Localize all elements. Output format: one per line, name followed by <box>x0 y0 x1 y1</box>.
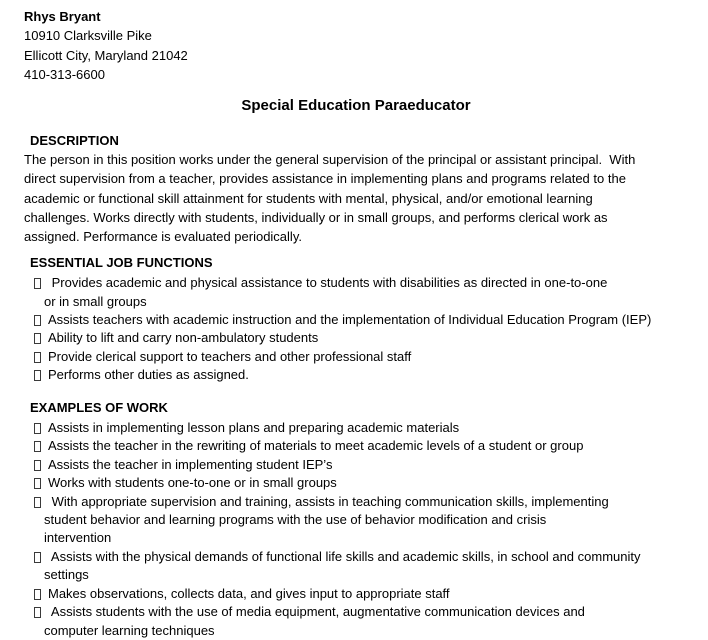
missing-glyph-bullet-icon <box>34 589 41 600</box>
paragraph-line: academic or functional skill attainment for students with mental, physical, and/or emotional learning <box>24 190 593 206</box>
section-heading-description: DESCRIPTION <box>30 132 119 148</box>
missing-glyph-bullet-icon <box>34 370 41 381</box>
list-item <box>24 348 688 366</box>
list-item <box>24 456 688 474</box>
contact-address-line2: Ellicott City, Maryland 21042 <box>24 47 188 63</box>
missing-glyph-bullet-icon <box>34 552 41 563</box>
list-item <box>24 493 688 511</box>
list-item <box>24 437 688 455</box>
examples-of-work-list <box>24 419 688 640</box>
missing-glyph-bullet-icon <box>34 315 41 326</box>
section-heading-examples-of-work: EXAMPLES OF WORK <box>30 399 168 415</box>
page-title: Special Education Paraeducator <box>241 96 471 114</box>
description-paragraph <box>24 150 688 246</box>
list-item <box>24 274 688 292</box>
list-item <box>24 419 688 437</box>
bullet-text: Provides academic and physical assistance to students with disabilities as directed in one-to-one <box>48 275 608 291</box>
bullet-text: Works with students one-to-one or in small groups <box>48 475 337 491</box>
missing-glyph-bullet-icon <box>34 497 41 508</box>
bullet-text-continuation: settings <box>44 567 89 583</box>
missing-glyph-bullet-icon <box>34 333 41 344</box>
bullet-text: Assists in implementing lesson plans and preparing academic materials <box>48 420 460 436</box>
contact-header <box>24 7 688 85</box>
bullet-text: Assists the teacher in the rewriting of materials to meet academic levels of a student or group <box>48 438 584 454</box>
missing-glyph-bullet-icon <box>34 278 41 289</box>
contact-phone: 410-313-6600 <box>24 67 105 83</box>
list-item <box>24 585 688 603</box>
bullet-text-continuation: computer learning techniques <box>44 622 215 638</box>
list-item <box>24 329 688 347</box>
contact-name: Rhys Bryant <box>24 9 101 24</box>
section-heading-essential-job-functions: ESSENTIAL JOB FUNCTIONS <box>30 254 213 270</box>
list-item <box>24 311 688 329</box>
bullet-text: Assists teachers with academic instruction and the implementation of Individual Education Program (IEP) <box>48 311 652 327</box>
list-item <box>24 366 688 384</box>
bullet-text: With appropriate supervision and training, assists in teaching communication skills, implementing <box>48 493 609 509</box>
bullet-text: Makes observations, collects data, and gives input to appropriate staff <box>48 585 450 601</box>
bullet-text: Performs other duties as assigned. <box>48 367 249 383</box>
bullet-text: Ability to lift and carry non-ambulatory students <box>48 330 319 346</box>
paragraph-line: direct supervision from a teacher, provides assistance in implementing plans and programs related to the <box>24 171 626 187</box>
list-item <box>24 548 688 566</box>
bullet-text: Provide clerical support to teachers and other professional staff <box>48 348 412 364</box>
list-item <box>24 603 688 621</box>
bullet-text-continuation: or in small groups <box>44 293 147 309</box>
missing-glyph-bullet-icon <box>34 460 41 471</box>
bullet-text: Assists with the physical demands of functional life skills and academic skills, in school and community <box>48 548 641 564</box>
paragraph-line: The person in this position works under the general supervision of the principal or assistant principal. With <box>24 152 636 168</box>
essential-job-functions-list <box>24 274 688 384</box>
bullet-text-continuation: student behavior and learning programs with the use of behavior modification and crisis <box>44 512 547 528</box>
missing-glyph-bullet-icon <box>34 607 41 618</box>
bullet-text: Assists the teacher in implementing student IEP’s <box>48 456 333 472</box>
bullet-text: Assists students with the use of media equipment, augmentative communication devices and <box>48 604 585 620</box>
paragraph-line: challenges. Works directly with students, individually or in small groups, and performs clerical work as <box>24 210 608 226</box>
missing-glyph-bullet-icon <box>34 423 41 434</box>
list-item <box>24 474 688 492</box>
missing-glyph-bullet-icon <box>34 352 41 363</box>
bullet-text-continuation: intervention <box>44 530 112 546</box>
missing-glyph-bullet-icon <box>34 478 41 489</box>
paragraph-line: assigned. Performance is evaluated periodically. <box>24 229 302 245</box>
contact-address-line1: 10910 Clarksville Pike <box>24 28 152 44</box>
missing-glyph-bullet-icon <box>34 441 41 452</box>
